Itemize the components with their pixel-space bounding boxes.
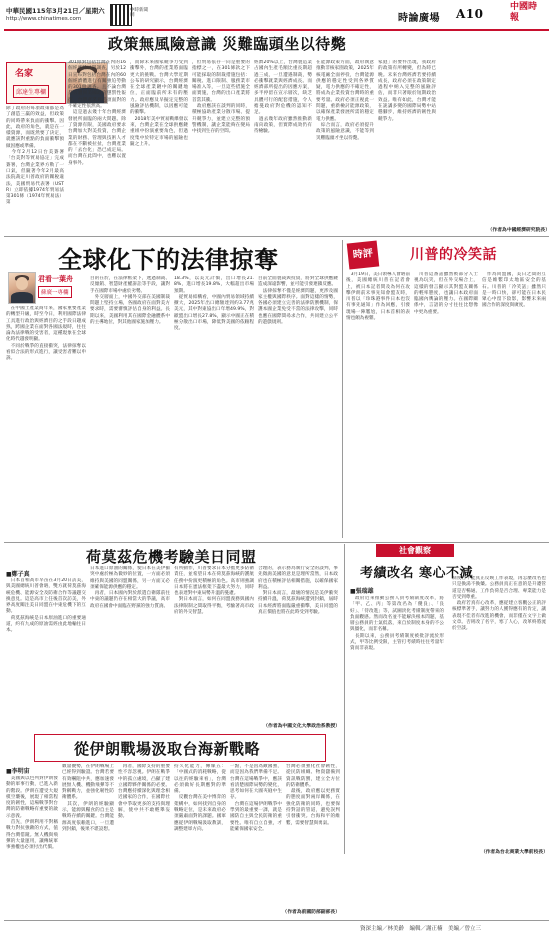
article4-col3: 有所動作，川普要求日本分擔更多防衛責任，並希望日本在荷莫茲海峽的護航任務中扮演更積極的角色。高市則強調日本將在憲法框架下盡最大努力，同時也表達對中東局勢升溫的憂慮。 對日本而言，如何在同盟義務與國內法律限制之間取得平衡，考驗著高市政府的外交智慧。 [174,566,254,616]
article4-col2: 日本進口原油的關係，使日本在美伊衝突中處於極為微妙的位置，一方面必須維持與美國的同盟關係，另一方面又必須確保能源供應的穩定。 再者，日本國內對於派遣自衛隊前往中東的議題仍存在相當大的爭議，高市政府在國會中面臨在野黨的強力質詢。 [90,566,170,609]
footer-divider [4,920,549,921]
article1-col4: ，但貿易依存一向是重要的指標之一，在301條款之下可能採取的制裁措施包括：關稅、進口限制、服務業市場准入等，一旦這些措施全面實施，台灣的出口產業將首當其衝。 政府應該在談判的同時，積極協助產業分散市場、提升競爭力，並建立完整的預警機制，讓企業能夠在變局中找到生存的空間。 [192,60,250,135]
article3-col1: 3月19日，美日領導人會晤前後，美國總統川普在記者會上，被日本記者問及為何在攻擊伊朗前未事先知會盟友時，川普以「珍珠港事件日本也沒有事先通知」作為回應，引發現場一陣尷尬，日本首相的表情也頗為複雜。 [346,272,410,322]
article6-col5: 一點，不是因為敵國強，而是因為我們準備不足。台灣在這場戰爭中，應該看清楚國際局勢的變化，思考如何在大國夾縫中生存。 台灣在這場伊朗戰爭中學到的最重要一課，就是國防自主與全民防衛的重要性。唯有自立自強，才能確保國家安全。 [230,764,282,832]
article6-col2: 數量優勢，在伊朗戰場上已經得到驗證。台灣若要有效嚇阻中共，應加速發展無人機、機動飛彈等不對稱戰力，並強化韌性防衛體系。 其次，伊朗的經驗顯示，能源與糧食的自主是戰時存續的關鍵。台灣能源高度依賴進口，一旦遭到封鎖，後果不堪設想。 [62,764,114,832]
article5-credit: （作者為台北商業大學前校長） [480,850,548,855]
article2-col4: 目前全面製裁與投資，將對全球供應鏈造成深遠影響，並可能引發連鎖反應。 法律掠奪不僅是經濟問題，更涉及國家主權與國際秩序。面對這樣的情勢，各國必須建立完善的法律防禦機制，保護本國企業免受不當的法律攻擊，同時也應在國際間尋求合作，共同建立公平的遊戲規則。 [258,276,338,326]
article3-col3: 作為同盟國，美日之間的互信是維繫印太地區安全的基石。川普的「冷笑話」雖然只是一時口快，卻可能在日本民眾心中留下陰影，影響未來兩國合作的深度與廣度。 [482,272,546,309]
editorial-tag [347,241,380,270]
article4-col1: 日本首相高市早苗在3月20日訪美，與美國總統川普會晤，雙方就荷莫茲海峽危機、能源安全及防衛合作等議題交換意見。這是高市上任後首次訪美，外界高度關注美日同盟在中東危機下的互動。 荷莫茲海峽是日本原油進口的重要通道，約有九成的原油需經由此地輸往日本。 [6,578,86,634]
article6-credit: （作者為前國防部副部長） [282,910,340,915]
china-times-logo [500,2,548,28]
qr-label: 中時新聞網 [130,8,148,18]
author-photo-2 [8,272,36,304]
article2-headline: 全球化下的法律掠奪 [58,245,279,274]
article1-col2: 301條對包括台灣在內的16個經濟體展開調查，另於12日宣布對包括台灣在內的60個經濟體進行有關強迫勞動的301條調查。且不論台灣是否遭到美國政府懲罰性報復，台灣產業界必須面對的不確定性依然高。 這是過去幾十年台灣經濟發展所面臨的兩大問題。除了資源有限，美國政府要求台灣加大對美投資，台灣企業的財務、管理與技術人才都在不斷被拉扯，台灣產業的「去台化」恐已成定局。而台灣在此間中，也難以置身事外。 [68,60,126,166]
article4-headline: 荷莫茲危機考驗美日同盟 [86,548,257,566]
article1-col5: 經濟20%以上，台灣製造業占國內生產毛額比重長期超過三成，一旦遭遇制裁，勢必衝擊就業與經濟成長。而經濟部所提出的因應方案，多半停留在宣示層次，缺乏具體可行的配套措施，令人擔憂政府對危機的認知不足。 過去幾年政府雖然推動新南向政策，但實際成效仍有待檢驗。 [254,60,312,135]
divider-vertical-1 [342,240,343,538]
article1-column-box [6,62,66,104]
article2-col2: 目的在於，在法律框架下，透過制裁、反傾銷、智慧財產權訴訟等手段，讓對手在國際市場中處於劣勢。 外交層面上，中國外交部在美國制裁問題上堅持立場，各國政府在面對美方要求時，需要審慎評估自身的利益。長期以來，美國利用其在國際金融體系中的主導地位，對其他國家施加壓力。 [90,276,170,326]
article5-col1: 政府近來推動公務人員考績制度改革，將「甲、乙、丙」等第改名為「優良」、「良好」、「待改進」等，試圖淡化考績制度帶來的負面觀感。然而改名並不能解決根本問題，基層公務員的士氣低落，來自於制度本身的不公與僵化，而非名稱。 長期以來，公務員考績制度被批評流於形式，甲等比例受限，主管打考績時往往考量年資而非表現。 [350,596,444,652]
article5-headline: 考績改名 寒心不減 [360,566,474,581]
article1-headline: 政策無風險意識 災難臨頭坐以待斃 [108,35,347,53]
column-tag: 名家 [15,69,34,79]
divider-2 [4,542,549,543]
staff-credits: 資深主編／林美齡 編輯／謝正楠 美編／曾立三 [360,926,482,932]
article5-byline: ■張瑞雄 [350,588,374,595]
article2-col1: 在中國土產業商年來，國家重要產業的轉型升級，時至今日，利用國際法律工具進行政治與經濟目的之手段日趨成熟，跨國企業在面對各國法規時，往往淪為法律戰的受害者，這種現象在全球化時代越發明顯。 不同於戰爭的直接衝突，法律掠奪以看似合法的形式進行，讓受害者難以申訴。 [6,306,86,362]
article3-headline: 川普的冷笑話 [410,247,497,263]
social-observation-box [376,544,454,557]
site-url[interactable]: http://www.chinatimes.com [6,16,82,22]
divider-vertical-2 [344,544,345,854]
page-number: A10 [456,7,484,21]
article1-col3: ，而除未來國家競爭力受到衝擊外，台灣的產業將面臨更大的挑戰。台灣大學近期公布的研究顯示，台灣經濟在全球產業鏈中的關鍵地位，正面臨前所未有的壓力。政府應及早擬定完整的風險評估機制，以因應可能的衝擊。 2018年美中貿易戰爆發以來，台灣企業在全球供應鏈重組中扮演重要角色，但過度集中於特定市場的風險也隨之上升。 [130,60,188,147]
article1-col6: 在能源政策方面，政府執意推動非核家園政策，2025年核電廠全面停役，台灣能源供應的穩定性受到各界質疑，電力供應的不確定性，將成為企業投資台灣時的重要考量。政府必須正視此一問題，重新檢討能源政策，以確保產業發展所需的穩定電力供應。 綜合而言，政府必須提升政策的風險意識，不能等到災難臨頭才坐以待斃。 [316,60,374,141]
date-line: 中華民國115年3月21日／星期六 [6,7,105,15]
article6-col4: 持久化能力，傳媒五：「中國式的消耗戰略，從以往的經驗來看」，台灣必須做好長期應對的準備。 反觀台灣在美中博弈的架構中，如何找到自身的戰略定位，是未來政府必須嚴肅面對的課題。國軍應從伊朗戰場汲取教訓，調整建軍方向。 [174,764,226,832]
author-label: 邱達生專欄 [13,85,49,98]
article1-credit: （作者為中國經濟研究院長） [487,228,550,233]
qr-code-icon [110,4,132,26]
article5-col2: 制度若不能真正反映工作表現，再怎麼改名也只是換湯不換藥。公務員真正在意的是升遷管道是否暢通、工作負荷是否合理、專業能力是否受到尊重。 政府若真有心改革，應從建立客觀公正的評核標準著手，讓努力的人獲得應有的肯定，讓表現不佳者有改進的機會，而非僅在文字上做文章。否則改了名字，寒了人心，改革終將流於空談。 [452,576,546,632]
masthead [0,0,553,30]
editorial-tag-text: 時評 [352,247,374,262]
article6-byline: ■李明宙 [6,768,30,775]
author-tag-2: 君看一葉舟 [38,274,73,283]
article4-byline: ■鄭子真 [6,571,30,578]
box-label: 社會觀察 [399,546,431,555]
article6-headline: 從伊朗戰場汲取台海新戰略 [74,740,261,758]
article4-credit: （作者為中國文化大學政治系教授） [263,724,340,729]
article1-col1: 除了政府的每項政策都是為了創造三贏的效益，但政策的同時帶來負面的衝擊。因此，政府的角色，就是在一樣資源，而既然要了決定，就應該對重點的負面衝擊預做因應或準備。 今年2月12日台美簽署「台美對等貿易協定」完成簽署，台灣企業界方勒了一口氣，但隨著今年2月最高法院裁定川普政府的關稅違法，美國貿易代表署（USTR）立即依據1974年貿易法第301條（1974年貿易法）第 [6,106,64,206]
article6-col6: 台灣必須強化社會韌性，從民防組織、物資儲備到資訊戰防禦，建立全方位的防衛體系。 最後，政府應以更務實的態度面對兩岸關係，在強化防衛的同時，也要保持對話的管道，避免誤判引發衝突。台海和平的維繫，需要智慧與勇氣。 [286,764,340,826]
author-label-2: 蘇廣一專欄 [38,286,72,298]
article6-col1: 美國與以色列對伊朗發動的軍事行動，已進入新的階段。伊朗在遭受大規模空襲後，展現了相當程度的韌性，這場戰爭對台灣的防衛戰略有重要的啟示意義。 首先，伊朗利用不對稱戰力對抗強敵的方式，值得台灣借鏡。無人機與飛彈的大量運用，讓傳統軍事強權也必須付出代價。 [6,776,58,851]
section-name: 時論廣場 [398,13,440,24]
article3-col2: 川普這番話雖然被部分人士視為玩笑，但在外交場合上，這樣的發言顯示其對盟友關係的輕率態度，也讓日本政府面臨國內輿論的壓力。在國際關係中，言語的分寸往往比想像中更為重要。 [414,272,478,315]
article4-col4: 合理的，表示務為執行安全的談判，事先徵詢美國的意見是理所當然，日本政府也在積極評估相關措施，以確保國家利益。 對日本而言，最壞的情況是美伊衝突持續升溫，荷莫茲海峽遭到封鎖，屆時日本經濟將面臨嚴重衝擊，美日同盟的真正價值也將在此時受到考驗。 [258,566,338,616]
article6-col3: 再者，國際支持的重要性不容忽視。伊朗在戰爭中的孤立處境，凸顯了建立國際夥伴關係的必要。台灣應持續深化與理念相近國家的合作，在國際社會中爭取更多的支持與理解，使中共不敢輕舉妄動。 [118,764,170,820]
article1-col7: 家庭」的要件出現，我政府的政策有所轉變，但為時已晚。未來台灣經濟若要持續成長，政府必須在政策制定過程中納入完整的風險評估，而非只著眼於短期政治效益。唯有如此，台灣才能在詭譎多變的國際局勢中站穩腳步，維持經濟的韌性與競爭力。 [378,60,436,122]
masthead-divider [4,29,549,31]
article2-col3: 18.3%，以美元計價，出口增長21.8%，進口增長19.8%，大幅超出市場預期。 從貿易結構看，中國內貿易領域持續擴大，2025年出口總額達到約3.77兆美元，其中對東協出口年增49.9%，對歐盟出口增長27.8%，顯示中國正在積極分散出口市場，降低對美國的依賴程度。 [174,276,254,332]
logo-text: 中國時報 [510,2,538,23]
divider-1 [4,236,549,237]
